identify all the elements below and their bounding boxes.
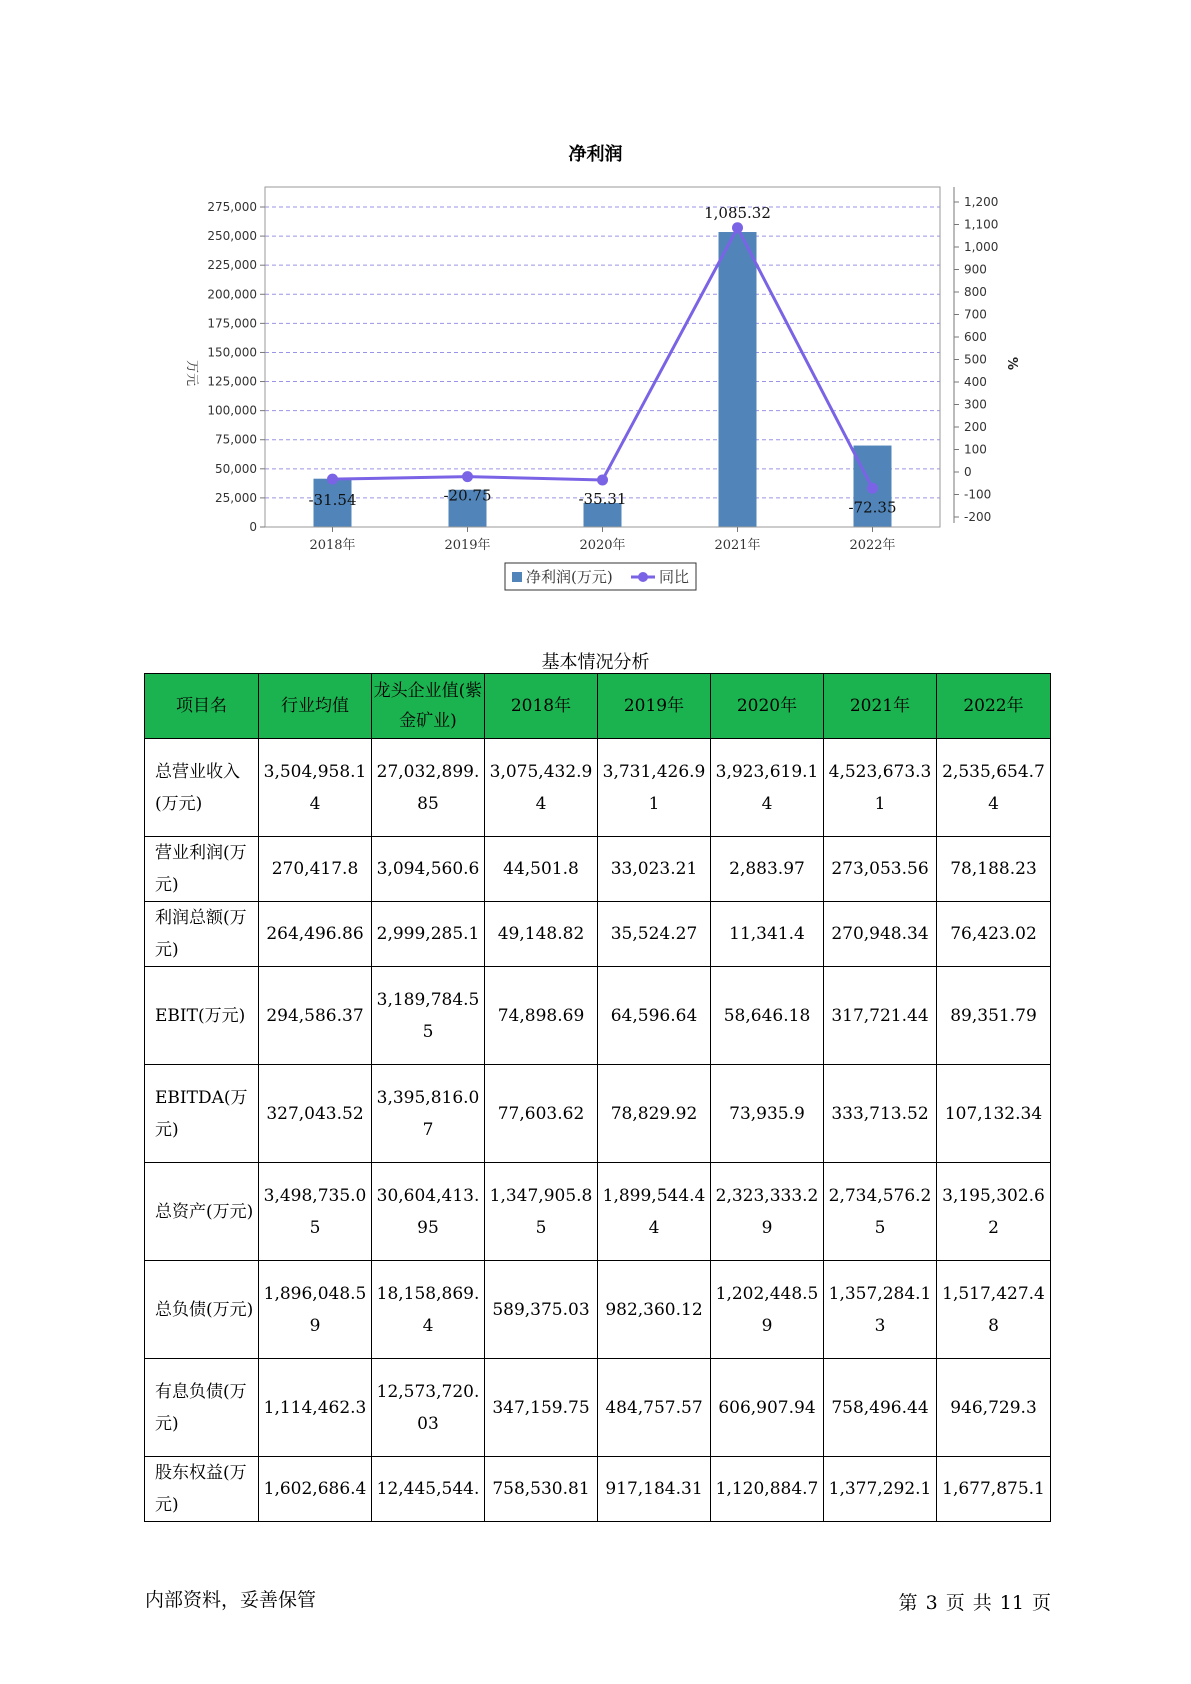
table-cell: 3,094,560.6 — [372, 837, 485, 902]
table-row — [145, 1261, 1051, 1359]
table-cell: 273,053.56 — [824, 837, 937, 902]
chart-title: 净利润 — [568, 144, 623, 165]
x-tick-label: 2021年 — [714, 538, 761, 553]
table-cell: 11,341.4 — [711, 902, 824, 967]
x-tick-label: 2018年 — [309, 538, 356, 553]
table-cell: 44,501.8 — [485, 837, 598, 902]
row-label: 营业利润(万元) — [145, 837, 259, 902]
table-row — [145, 902, 1051, 967]
table-cell: 606,907.94 — [711, 1359, 824, 1457]
table-cell: 1,896,048.59 — [259, 1261, 372, 1359]
column-header: 行业均值 — [259, 674, 372, 739]
table-row — [145, 967, 1051, 1065]
table-cell: 589,375.03 — [485, 1261, 598, 1359]
table-cell: 3,923,619.14 — [711, 739, 824, 837]
table-header-row — [145, 674, 1051, 739]
y-right-tick-label: 100 — [964, 442, 987, 457]
table-cell: 3,189,784.55 — [372, 967, 485, 1065]
row-label: 有息负债(万元) — [145, 1359, 259, 1457]
y-right-tick-label: 0 — [964, 465, 972, 479]
table-cell: 73,935.9 — [711, 1065, 824, 1163]
y-right-tick-label: 300 — [964, 397, 987, 412]
table-cell: 758,496.44 — [824, 1359, 937, 1457]
table-row — [145, 1359, 1051, 1457]
table-caption: 基本情况分析 — [541, 652, 650, 673]
table-row — [145, 1163, 1051, 1261]
table-cell: 1,347,905.85 — [485, 1163, 598, 1261]
table-cell: 264,496.86 — [259, 902, 372, 967]
legend-line-marker — [638, 572, 648, 582]
table-cell: 2,883.97 — [711, 837, 824, 902]
table-cell: 35,524.27 — [598, 902, 711, 967]
table-cell: 64,596.64 — [598, 967, 711, 1065]
y-left-tick-label: 0 — [249, 520, 257, 534]
legend-bar-label: 净利润(万元) — [526, 568, 613, 586]
data-label: 1,085.32 — [704, 203, 771, 222]
table-cell: 12,573,720.03 — [372, 1359, 485, 1457]
table-cell: 12,445,544. — [372, 1457, 485, 1522]
table-cell: 3,504,958.14 — [259, 739, 372, 837]
table-cell: 2,323,333.29 — [711, 1163, 824, 1261]
table-cell: 484,757.57 — [598, 1359, 711, 1457]
net-profit-chart — [0, 0, 1191, 600]
table-cell: 1,677,875.1 — [937, 1457, 1051, 1522]
table-cell: 2,734,576.25 — [824, 1163, 937, 1261]
column-header: 项目名 — [145, 674, 259, 739]
y-right-tick-label: 400 — [964, 375, 987, 389]
yoy-point — [597, 474, 608, 485]
x-tick-label: 2019年 — [444, 538, 491, 553]
y-left-tick-label: 150,000 — [207, 345, 257, 360]
table-cell: 1,377,292.1 — [824, 1457, 937, 1522]
yoy-point — [732, 222, 743, 233]
y-left-tick-label: 175,000 — [207, 316, 257, 331]
y-left-tick-label: 50,000 — [215, 461, 257, 476]
y-left-tick-label: 225,000 — [207, 258, 257, 273]
table-cell: 3,731,426.91 — [598, 739, 711, 837]
table-cell: 49,148.82 — [485, 902, 598, 967]
basic-analysis-table — [144, 673, 1051, 1522]
table-cell: 1,517,427.48 — [937, 1261, 1051, 1359]
row-label: 利润总额(万元) — [145, 902, 259, 967]
y-right-tick-label: 200 — [964, 420, 987, 434]
table-cell: 58,646.18 — [711, 967, 824, 1065]
column-header: 2021年 — [824, 674, 937, 739]
table-cell: 4,523,673.31 — [824, 739, 937, 837]
footer-page-number: 第 3 页 共 11 页 — [898, 1592, 1051, 1614]
y-right-tick-label: 900 — [964, 262, 987, 277]
table-cell: 76,423.02 — [937, 902, 1051, 967]
table-cell: 3,498,735.05 — [259, 1163, 372, 1261]
table-cell: 294,586.37 — [259, 967, 372, 1065]
table-cell: 89,351.79 — [937, 967, 1051, 1065]
table-cell: 30,604,413.95 — [372, 1163, 485, 1261]
y-right-tick-label: -100 — [964, 487, 992, 502]
y-left-tick-label: 100,000 — [207, 403, 257, 418]
table-cell: 270,417.8 — [259, 837, 372, 902]
table-cell: 917,184.31 — [598, 1457, 711, 1522]
y-left-tick-label: 25,000 — [215, 490, 257, 505]
table-cell: 1,120,884.7 — [711, 1457, 824, 1522]
column-header: 龙头企业值(紫金矿业) — [372, 674, 485, 739]
y-left-tick-label: 275,000 — [207, 200, 257, 214]
table-cell: 758,530.81 — [485, 1457, 598, 1522]
y-right-tick-label: 600 — [964, 330, 987, 344]
row-label: 股东权益(万元) — [145, 1457, 259, 1522]
table-cell: 317,721.44 — [824, 967, 937, 1065]
y-right-axis-title: % — [1004, 357, 1019, 371]
y-left-tick-label: 200,000 — [207, 287, 257, 302]
y-right-tick-label: 700 — [964, 307, 987, 322]
data-label: -20.75 — [443, 486, 492, 505]
table-cell: 74,898.69 — [485, 967, 598, 1065]
table-row — [145, 1457, 1051, 1522]
y-right-tick-label: -200 — [964, 510, 992, 524]
table-row — [145, 739, 1051, 837]
table-cell: 2,535,654.74 — [937, 739, 1051, 837]
table-cell: 78,188.23 — [937, 837, 1051, 902]
footer-confidential: 内部资料，妥善保管 — [145, 1589, 317, 1611]
table-cell: 270,948.34 — [824, 902, 937, 967]
table-cell: 347,159.75 — [485, 1359, 598, 1457]
yoy-point — [867, 483, 878, 494]
table-cell: 3,075,432.94 — [485, 739, 598, 837]
y-left-tick-label: 125,000 — [207, 374, 257, 389]
table-cell: 1,602,686.4 — [259, 1457, 372, 1522]
column-header: 2018年 — [485, 674, 598, 739]
y-left-tick-label: 75,000 — [215, 432, 257, 447]
table-cell: 982,360.12 — [598, 1261, 711, 1359]
yoy-line — [333, 228, 873, 488]
yoy-point — [327, 474, 338, 485]
legend-bar-swatch — [512, 572, 522, 582]
column-header: 2020年 — [711, 674, 824, 739]
table-cell: 78,829.92 — [598, 1065, 711, 1163]
table-cell: 2,999,285.1 — [372, 902, 485, 967]
x-tick-label: 2020年 — [579, 538, 626, 553]
bar-net-profit — [719, 232, 757, 527]
row-label: EBIT(万元) — [145, 967, 259, 1065]
y-left-tick-label: 250,000 — [207, 229, 257, 244]
table-cell: 946,729.3 — [937, 1359, 1051, 1457]
table-cell: 1,899,544.44 — [598, 1163, 711, 1261]
column-header: 2022年 — [937, 674, 1051, 739]
table-row — [145, 837, 1051, 902]
table-cell: 18,158,869.4 — [372, 1261, 485, 1359]
table-cell: 1,202,448.59 — [711, 1261, 824, 1359]
data-label: -72.35 — [848, 498, 897, 517]
table-cell: 3,395,816.07 — [372, 1065, 485, 1163]
y-right-tick-label: 800 — [964, 285, 987, 299]
legend-line-label: 同比 — [659, 568, 690, 586]
row-label: 总资产(万元) — [145, 1163, 259, 1261]
table-cell: 327,043.52 — [259, 1065, 372, 1163]
table-cell: 333,713.52 — [824, 1065, 937, 1163]
table-cell: 3,195,302.62 — [937, 1163, 1051, 1261]
y-left-axis-title: 万元 — [184, 360, 199, 387]
row-label: EBITDA(万元) — [145, 1065, 259, 1163]
table-cell: 27,032,899.85 — [372, 739, 485, 837]
y-right-tick-label: 1,100 — [964, 217, 999, 232]
row-label: 总负债(万元) — [145, 1261, 259, 1359]
y-right-tick-label: 1,000 — [964, 240, 999, 254]
x-tick-label: 2022年 — [849, 538, 896, 553]
yoy-point — [462, 471, 473, 482]
table-row — [145, 1065, 1051, 1163]
data-label: -31.54 — [308, 491, 357, 510]
column-header: 2019年 — [598, 674, 711, 739]
table-cell: 77,603.62 — [485, 1065, 598, 1163]
table-cell: 33,023.21 — [598, 837, 711, 902]
data-label: -35.31 — [578, 489, 627, 508]
y-right-tick-label: 1,200 — [964, 195, 999, 209]
y-right-tick-label: 500 — [964, 352, 987, 367]
table-cell: 1,114,462.3 — [259, 1359, 372, 1457]
row-label: 总营业收入(万元) — [145, 739, 259, 837]
table-cell: 1,357,284.13 — [824, 1261, 937, 1359]
table-cell: 107,132.34 — [937, 1065, 1051, 1163]
